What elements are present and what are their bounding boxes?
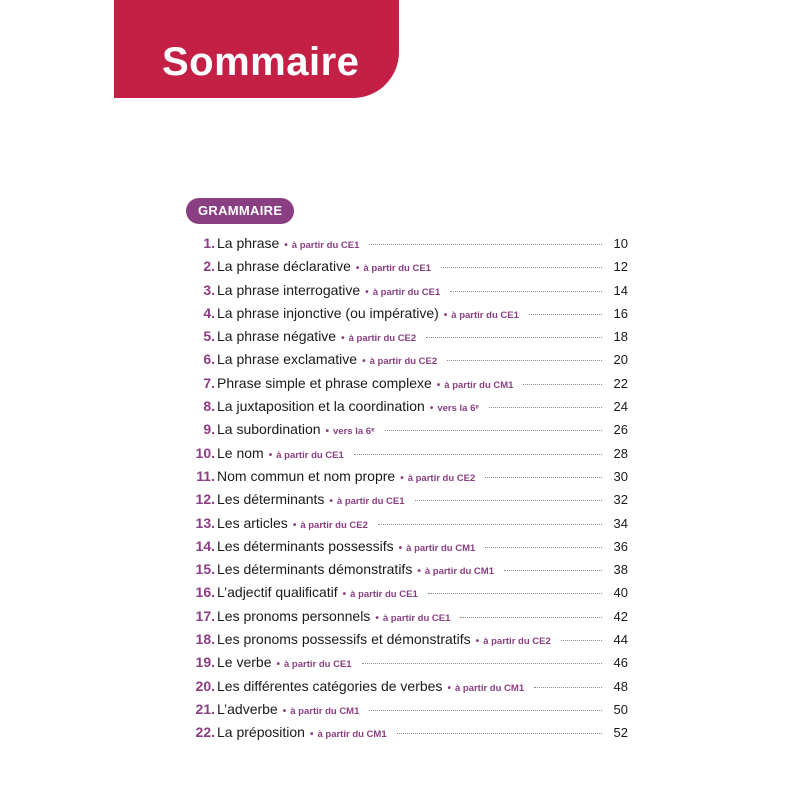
toc-entry-title: Les déterminants possessifs bbox=[217, 537, 394, 554]
toc-entry-number: 9. bbox=[203, 421, 215, 438]
toc-entry[interactable] bbox=[186, 584, 628, 607]
toc-entry-level: à partir du CM1 bbox=[290, 705, 360, 717]
bullet-separator: • bbox=[443, 309, 448, 321]
toc-entry-title: La subordination bbox=[217, 421, 321, 438]
toc-entry-number: 18. bbox=[195, 631, 215, 648]
toc-entry[interactable] bbox=[186, 608, 628, 631]
toc-entry[interactable] bbox=[186, 375, 628, 398]
toc-entry-level: à partir du CM1 bbox=[406, 542, 476, 554]
toc-entry[interactable] bbox=[186, 282, 628, 305]
bullet-separator: • bbox=[342, 589, 347, 601]
toc-entry-level: à partir du CE1 bbox=[372, 286, 441, 298]
toc-entry-number: 8. bbox=[203, 398, 215, 415]
bullet-separator: • bbox=[292, 519, 297, 531]
toc-entry-title: Les déterminants bbox=[217, 491, 325, 508]
table-of-contents bbox=[186, 235, 628, 748]
toc-entry-page: 16 bbox=[613, 305, 628, 321]
toc-entry-title: La phrase bbox=[217, 235, 280, 251]
toc-entry-title: La phrase négative bbox=[217, 328, 337, 345]
toc-entry-number: 14. bbox=[195, 537, 215, 554]
bullet-separator: • bbox=[355, 263, 360, 275]
dot-leader bbox=[489, 407, 602, 408]
toc-entry-page: 44 bbox=[613, 632, 628, 648]
dot-leader bbox=[441, 267, 602, 268]
toc-entry[interactable] bbox=[186, 468, 628, 491]
toc-entry[interactable] bbox=[186, 631, 628, 654]
toc-entry-title: Les pronoms personnels bbox=[217, 607, 371, 624]
dot-leader bbox=[504, 570, 602, 571]
toc-entry-title: Nom commun et nom propre bbox=[217, 467, 396, 484]
toc-entry-title: La préposition bbox=[217, 724, 305, 741]
toc-entry-number: 4. bbox=[203, 304, 215, 321]
dot-leader bbox=[362, 663, 602, 664]
toc-entry[interactable] bbox=[186, 445, 628, 468]
bullet-separator: • bbox=[268, 449, 273, 461]
dot-leader bbox=[485, 477, 602, 478]
bullet-separator: • bbox=[375, 612, 379, 624]
dot-leader bbox=[529, 314, 602, 315]
bullet-separator: • bbox=[362, 356, 366, 368]
bullet-separator: • bbox=[436, 379, 441, 391]
dot-leader bbox=[523, 384, 602, 385]
toc-entry[interactable] bbox=[186, 351, 628, 374]
toc-entry-number: 7. bbox=[203, 374, 215, 391]
toc-entry-level: à partir du CE1 bbox=[291, 240, 360, 251]
bullet-separator: • bbox=[475, 636, 480, 648]
toc-entry-title: L’adverbe bbox=[217, 700, 278, 717]
toc-entry-page: 10 bbox=[613, 236, 628, 251]
toc-entry-page: 24 bbox=[613, 399, 628, 415]
section-heading-grammaire: GRAMMAIRE bbox=[186, 198, 294, 224]
toc-entry-title: La phrase exclamative bbox=[217, 351, 358, 368]
toc-entry-level: à partir du CE1 bbox=[363, 263, 431, 275]
toc-entry-title: L’adjectif qualificatif bbox=[217, 584, 338, 601]
toc-entry-number: 16. bbox=[195, 584, 215, 601]
bullet-separator: • bbox=[325, 426, 330, 438]
toc-entry-page: 50 bbox=[613, 701, 628, 717]
toc-entry-level: à partir du CM1 bbox=[444, 379, 514, 391]
toc-entry-page: 20 bbox=[613, 352, 628, 368]
toc-entry-number: 1. bbox=[203, 235, 215, 251]
toc-entry-page: 46 bbox=[613, 655, 628, 671]
toc-entry-number: 12. bbox=[195, 491, 215, 508]
toc-entry-page: 30 bbox=[613, 468, 628, 484]
dot-leader bbox=[450, 291, 602, 292]
toc-entry-level: vers la 6ᵉ bbox=[333, 426, 375, 438]
toc-entry-level: à partir du CM1 bbox=[454, 682, 525, 694]
toc-entry-level: à partir du CE2 bbox=[483, 636, 551, 648]
toc-entry-title: Les pronoms possessifs et démonstratifs bbox=[217, 631, 471, 648]
bullet-separator: • bbox=[329, 496, 333, 508]
toc-entry-number: 19. bbox=[195, 654, 215, 671]
toc-entry-number: 6. bbox=[203, 351, 215, 368]
toc-entry-level: vers la 6ᵉ bbox=[437, 403, 479, 415]
toc-entry[interactable] bbox=[186, 654, 628, 677]
toc-entry-page: 34 bbox=[613, 515, 628, 531]
dot-leader bbox=[378, 524, 602, 525]
toc-entry-level: à partir du CE1 bbox=[451, 309, 519, 321]
toc-entry-title: La juxtaposition et la coordination bbox=[217, 398, 425, 415]
dot-leader bbox=[354, 454, 602, 455]
dot-leader bbox=[428, 593, 602, 594]
toc-entry-title: Les articles bbox=[217, 514, 288, 531]
toc-entry-page: 26 bbox=[613, 422, 628, 438]
dot-leader bbox=[561, 640, 602, 641]
bullet-separator: • bbox=[276, 659, 280, 671]
toc-entry[interactable] bbox=[186, 538, 628, 561]
toc-entry-page: 38 bbox=[613, 562, 628, 578]
dot-leader bbox=[415, 500, 603, 501]
toc-entry-level: à partir du CE2 bbox=[348, 333, 417, 345]
toc-entry-level: à partir du CE2 bbox=[369, 356, 438, 368]
toc-entry[interactable] bbox=[186, 561, 628, 584]
toc-entry-title: Les déterminants démonstratifs bbox=[217, 561, 413, 578]
toc-entry[interactable] bbox=[186, 421, 628, 444]
toc-entry-number: 3. bbox=[203, 281, 215, 298]
toc-entry-level: à partir du CE1 bbox=[336, 496, 405, 508]
toc-entry-level: à partir du CM1 bbox=[317, 729, 387, 741]
toc-entry[interactable] bbox=[186, 678, 628, 701]
toc-entry[interactable] bbox=[186, 258, 628, 281]
toc-entry-number: 13. bbox=[195, 514, 215, 531]
dot-leader bbox=[460, 617, 602, 618]
dot-leader bbox=[534, 687, 602, 688]
toc-entry-number: 21. bbox=[195, 700, 215, 717]
toc-entry-level: à partir du CE1 bbox=[350, 589, 418, 601]
dot-leader bbox=[397, 733, 602, 734]
toc-entry-title: La phrase déclarative bbox=[217, 258, 351, 275]
bullet-separator: • bbox=[400, 472, 404, 484]
toc-entry[interactable] bbox=[186, 398, 628, 421]
title-banner bbox=[114, 0, 399, 98]
toc-entry-level: à partir du CE1 bbox=[382, 612, 451, 624]
toc-entry-title: La phrase injonctive (ou impérative) bbox=[217, 304, 439, 321]
toc-entry-number: 5. bbox=[203, 328, 215, 345]
toc-entry-title: Phrase simple et phrase complexe bbox=[217, 374, 432, 391]
dot-leader bbox=[485, 547, 602, 548]
dot-leader bbox=[447, 360, 602, 361]
bullet-separator: • bbox=[309, 729, 314, 741]
toc-entry-page: 36 bbox=[613, 538, 628, 554]
toc-entry-number: 20. bbox=[195, 677, 215, 694]
toc-entry-number: 17. bbox=[195, 607, 215, 624]
dot-leader bbox=[369, 244, 602, 245]
toc-entry-level: à partir du CE1 bbox=[284, 659, 352, 671]
toc-entry-page: 48 bbox=[613, 678, 628, 694]
toc-entry-number: 2. bbox=[203, 258, 215, 275]
dot-leader bbox=[426, 337, 602, 338]
toc-entry-page: 42 bbox=[613, 608, 628, 624]
toc-entry-title: Le verbe bbox=[217, 654, 272, 671]
toc-entry-title: Les différentes catégories de verbes bbox=[217, 677, 443, 694]
toc-entry-page: 12 bbox=[613, 259, 628, 275]
toc-entry[interactable] bbox=[186, 701, 628, 724]
toc-entry-title: La phrase interrogative bbox=[217, 281, 361, 298]
toc-entry-page: 14 bbox=[613, 282, 628, 298]
toc-entry[interactable] bbox=[186, 724, 628, 747]
toc-entry[interactable] bbox=[186, 305, 628, 328]
toc-entry-page: 40 bbox=[613, 585, 628, 601]
toc-entry-page: 22 bbox=[613, 375, 628, 391]
toc-entry-title: Le nom bbox=[217, 444, 264, 461]
bullet-separator: • bbox=[282, 705, 287, 717]
toc-entry-page: 52 bbox=[613, 725, 628, 741]
bullet-separator: • bbox=[341, 333, 345, 345]
page-title: Sommaire bbox=[162, 40, 360, 84]
toc-entry[interactable] bbox=[186, 328, 628, 351]
bullet-separator: • bbox=[365, 286, 369, 298]
toc-entry-level: à partir du CE2 bbox=[407, 472, 476, 484]
toc-entry[interactable] bbox=[186, 515, 628, 538]
toc-entry[interactable] bbox=[186, 235, 628, 258]
dot-leader bbox=[369, 710, 602, 711]
toc-entry-page: 28 bbox=[613, 445, 628, 461]
toc-entry-number: 15. bbox=[195, 561, 215, 578]
toc-entry-level: à partir du CM1 bbox=[424, 566, 494, 578]
bullet-separator: • bbox=[447, 682, 451, 694]
toc-entry-level: à partir du CE2 bbox=[300, 519, 368, 531]
toc-entry-number: 11. bbox=[196, 467, 215, 484]
toc-entry-page: 32 bbox=[613, 492, 628, 508]
bullet-separator: • bbox=[429, 403, 434, 415]
toc-entry-page: 18 bbox=[613, 329, 628, 345]
bullet-separator: • bbox=[417, 566, 421, 578]
toc-entry[interactable] bbox=[186, 491, 628, 514]
bullet-separator: • bbox=[284, 240, 288, 251]
bullet-separator: • bbox=[398, 542, 403, 554]
toc-entry-level: à partir du CE1 bbox=[276, 449, 344, 461]
dot-leader bbox=[385, 430, 602, 431]
toc-entry-number: 10. bbox=[195, 444, 215, 461]
toc-entry-number: 22. bbox=[195, 724, 215, 741]
